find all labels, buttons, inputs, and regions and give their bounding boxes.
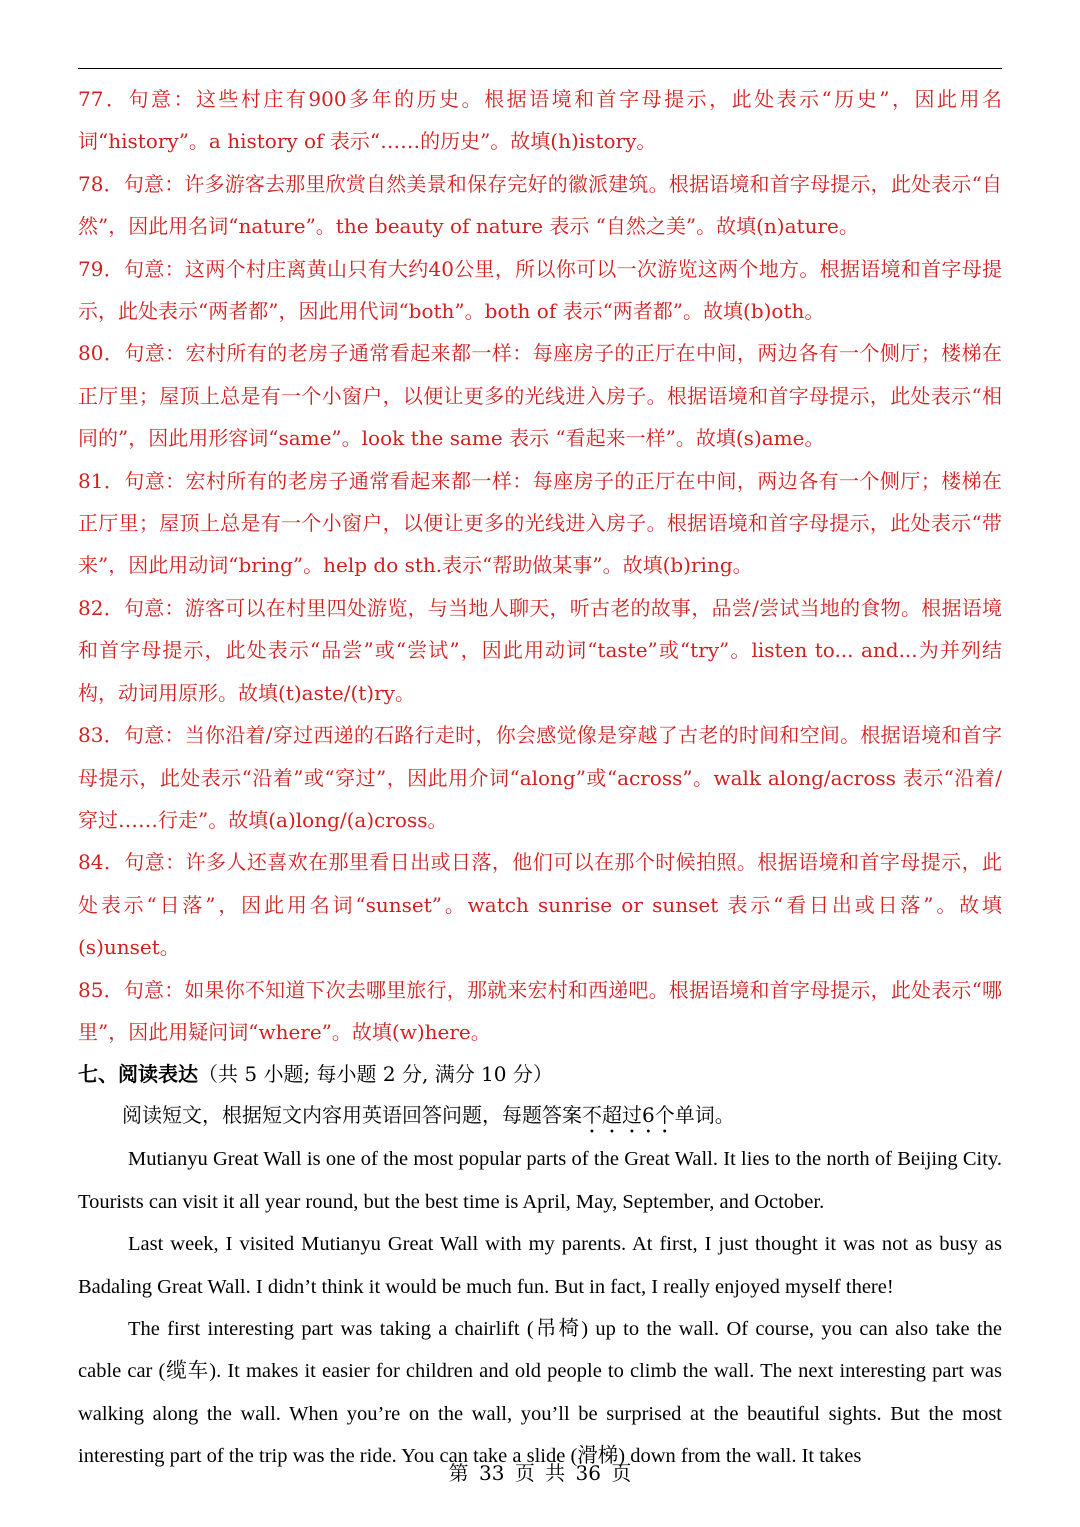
answer-79: 79．句意：这两个村庄离黄山只有大约40公里，所以你可以一次游览这两个地方。根据语境和首字母提示，此处表示“两者都”，因此用代词“both”。both of 表示“两者都”。故填(b)oth。 <box>78 256 1002 324</box>
passage-paragraph-2: Last week, I visited Mutianyu Great Wall with my parents. At first, I just thought it was not as busy as Badaling Great Wall. I didn’t think it would be much fun. But in fact, I really enjoyed myself there! <box>78 1233 1002 1298</box>
reading-passage <box>78 1138 1002 1477</box>
instruction-text: 阅读短文，根据短文内容用英语回答问题，每题答案 <box>122 1103 582 1128</box>
answer-84: 84．句意：许多人还喜欢在那里看日出或日落，他们可以在那个时候拍照。根据语境和首字母提示，此处表示“日落”，因此用名词“sunset”。watch sunrise or sunset 表示“看日出或日落”。故填(s)unset。 <box>78 850 1002 960</box>
page-number: 第 33 页 共 36 页 <box>448 1461 632 1485</box>
answer-82: 82．句意：游客可以在村里四处游览，与当地人聊天，听古老的故事，品尝/尝试当地的食物。根据语境和首字母提示，此处表示“品尝”或“尝试”，因此用动词“taste”或“try”。listen to... and...为并列结构，动词用原形。故填(t)aste/(t)ry。 <box>78 595 1002 705</box>
section-title: 七、阅读表达 <box>78 1062 198 1087</box>
passage-paragraph-1: Mutianyu Great Wall is one of the most popular parts of the Great Wall. It lies to the north of Beijing City. Tourists can visit it all year round, but the best time is April, May, September, and October. <box>78 1148 1002 1213</box>
answer-78: 78．句意：许多游客去那里欣赏自然美景和保存完好的徽派建筑。根据语境和首字母提示，此处表示“自然”，因此用名词“nature”。the beauty of nature 表示 “自然之美”。故填(n)ature。 <box>78 171 1002 239</box>
passage-paragraph-3: The first interesting part was taking a chairlift (吊椅) up to the wall. Of course, you can also take the cable car (缆车). It makes it easier for children and old people to climb the wall. The next interesting part was walking along the wall. When you’re on the wall, you’ll be surprised at the beautiful sights. But the most interesting part of the trip was the ride. You can take a slide (滑梯) down from the wall. It takes <box>78 1317 1002 1468</box>
answer-85: 85．句意：如果你不知道下次去哪里旅行，那就来宏村和西递吧。根据语境和首字母提示，此处表示“哪里”，因此用疑问词“where”。故填(w)here。 <box>78 977 1002 1044</box>
answer-80: 80．句意：宏村所有的老房子通常看起来都一样：每座房子的正厅在中间，两边各有一个侧厅；楼梯在正厅里；屋顶上总是有一个小窗户，以便让更多的光线进入房子。根据语境和首字母提示，此处表示“相同的”，因此用形容词“same”。look the same 表示 “看起来一样”。故填(s)ame。 <box>78 341 1002 451</box>
answer-81: 81．句意：宏村所有的老房子通常看起来都一样：每座房子的正厅在中间，两边各有一个侧厅；楼梯在正厅里；屋顶上总是有一个小窗户，以便让更多的光线进入房子。根据语境和首字母提示，此处表示“带来”，因此用动词“bring”。help do sth.表示“帮助做某事”。故填(b)ring。 <box>78 468 1002 578</box>
instruction-emphasis: 不超过6个 <box>582 1103 675 1128</box>
instruction-text-end: 单词。 <box>674 1103 735 1128</box>
section-instruction <box>78 1095 1002 1138</box>
header-rule <box>78 68 1002 69</box>
answer-83: 83．句意：当你沿着/穿过西递的石路行走时，你会感觉像是穿越了古老的时间和空间。根据语境和首字母提示，此处表示“沿着”或“穿过”，因此用介词“along”或“across”。walk along/across 表示“沿着/穿过……行走”。故填(a)long/(a)cross。 <box>78 723 1002 832</box>
section-heading <box>78 1053 1002 1095</box>
section-score-note: （共 5 小题; 每小题 2 分, 满分 10 分） <box>198 1062 553 1087</box>
answer-77: 77．句意：这些村庄有900多年的历史。根据语境和首字母提示，此处表示“历史”，因此用名词“history”。a history of 表示“……的历史”。故填(h)istory。 <box>78 87 1002 154</box>
page-content <box>78 78 1002 1478</box>
answer-explanations <box>78 78 1002 1053</box>
